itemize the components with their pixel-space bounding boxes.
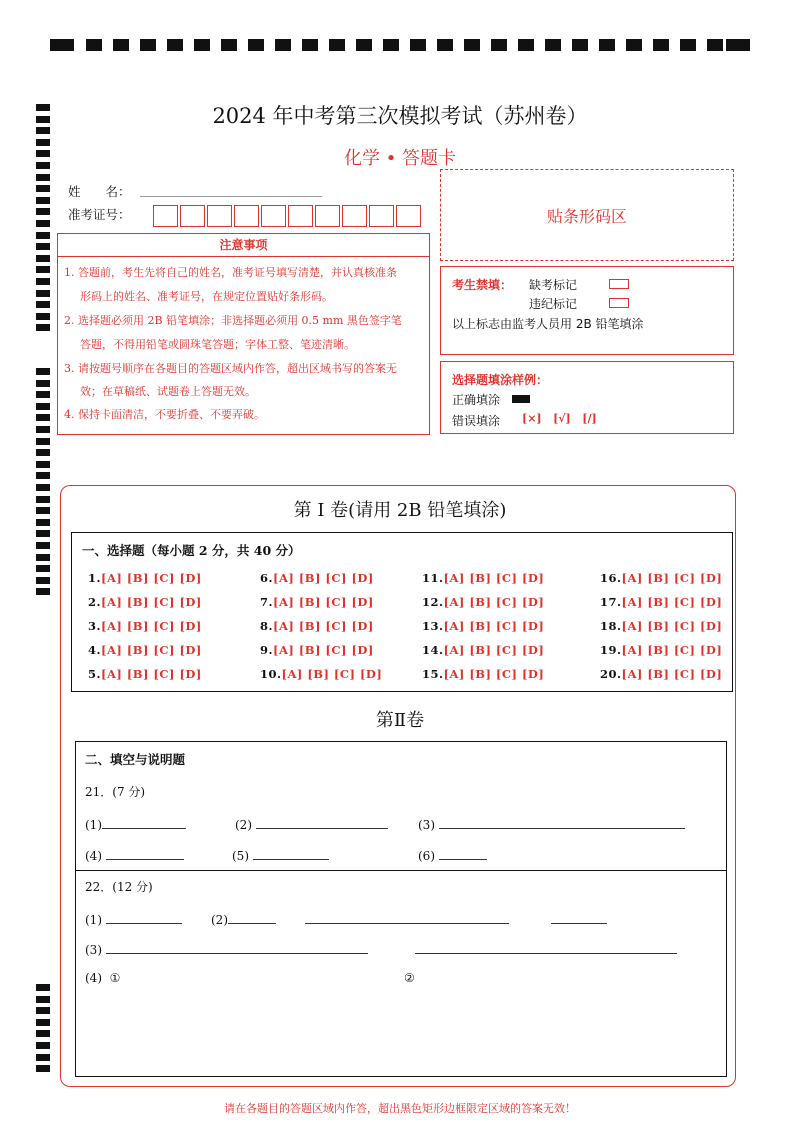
blank-label: (5) [232, 849, 249, 863]
side-mark [36, 426, 50, 433]
mc-question-16[interactable] [600, 571, 722, 585]
forbidden-box [440, 266, 734, 355]
q22-blank-2[interactable] [211, 911, 276, 927]
name-field[interactable] [140, 196, 322, 197]
page-title: 2024 年中考第三次模拟考试（苏州卷） [212, 104, 588, 128]
side-mark [36, 290, 50, 297]
mc-question-number: 3. [88, 619, 102, 633]
q21-blank-5[interactable] [232, 847, 329, 863]
mc-options[interactable]: [A] [B] [C] [D] [101, 595, 202, 609]
mc-question-1[interactable] [88, 571, 202, 585]
mc-options[interactable]: [A] [B] [C] [D] [621, 643, 723, 657]
notice-line: 形码上的姓名、准考证号，在规定位置贴好条形码。 [80, 290, 333, 303]
mc-options[interactable]: [A] [B] [C] [D] [621, 619, 723, 633]
side-mark [36, 484, 50, 491]
mc-options[interactable]: [A] [B] [C] [D] [621, 571, 723, 585]
side-mark [36, 232, 50, 239]
mc-question-number: 14. [422, 643, 444, 657]
mc-question-18[interactable] [600, 619, 722, 633]
mc-options[interactable]: [A] [B] [C] [D] [443, 667, 545, 681]
violation-mark-box[interactable] [609, 298, 629, 308]
correct-fill-sample [512, 395, 530, 403]
blank-label: (4) [85, 849, 102, 863]
q21-blank-6[interactable] [418, 847, 487, 863]
card-subtitle: 化学 • 答题卡 [343, 148, 457, 169]
side-mark [36, 324, 50, 331]
side-mark [36, 380, 50, 387]
side-mark [36, 313, 50, 320]
side-mark [36, 301, 50, 308]
notice-title: 注意事项 [219, 238, 268, 252]
notice-line: 3. 请按题号顺序在各题目的答题区域内作答，超出区域书写的答案无 [64, 362, 397, 375]
side-mark [36, 278, 50, 285]
mc-options[interactable]: [A] [B] [C] [D] [101, 667, 202, 681]
sample-title: 选择题填涂样例： [452, 373, 549, 387]
blank-label: (6) [418, 849, 435, 863]
part1-title: 第 I 卷(请用 2B 铅笔填涂) [293, 500, 507, 521]
side-mark [36, 565, 50, 572]
mc-options[interactable]: [A] [B] [C] [D] [443, 571, 545, 585]
side-mark [36, 438, 50, 445]
q22-blank-3[interactable] [85, 941, 368, 957]
forbidden-note: 以上标志由监考人员用 2B 铅笔填涂 [452, 317, 644, 331]
mc-options[interactable]: [A] [B] [C] [D] [273, 571, 374, 585]
q22-blank-4b[interactable] [404, 971, 415, 985]
mc-question-14[interactable] [422, 643, 544, 657]
q22-blank-1[interactable] [85, 911, 182, 927]
blank-label: (3) [418, 818, 435, 832]
notice-line: 效；在草稿纸、试题卷上答题无效。 [80, 385, 256, 398]
side-mark [36, 255, 50, 262]
mc-options[interactable]: [A] [B] [C] [D] [443, 595, 545, 609]
mc-question-11[interactable] [422, 571, 544, 585]
mc-question-13[interactable] [422, 619, 544, 633]
notice-line: 2. 选择题必须用 2B 铅笔填涂；非选择题必须用 0.5 mm 黑色签字笔 [64, 314, 402, 327]
mc-question-number: 16. [600, 571, 622, 585]
mc-question-19[interactable] [600, 643, 722, 657]
mc-question-number: 5. [88, 667, 102, 681]
mc-options[interactable]: [A] [B] [C] [D] [621, 667, 723, 681]
blank-label: (1) [85, 818, 102, 832]
mc-question-number: 13. [422, 619, 444, 633]
mc-question-3[interactable] [88, 619, 202, 633]
side-mark [36, 461, 50, 468]
q21-blank-1[interactable] [85, 816, 186, 832]
notice-title-bar [57, 233, 430, 257]
part2-title: 第Ⅱ卷 [375, 710, 425, 731]
mc-options[interactable]: [A] [B] [C] [D] [273, 595, 374, 609]
side-mark [36, 414, 50, 421]
mc-question-number: 12. [422, 595, 444, 609]
blank-label: (2) [211, 913, 228, 927]
side-mark [36, 554, 50, 561]
side-mark [36, 1054, 50, 1061]
side-mark [36, 243, 50, 250]
mc-section-title: 一、选择题（每小题 2 分，共 40 分） [82, 543, 301, 558]
q22-label: 22．(12 分) [85, 880, 153, 894]
side-mark [36, 588, 50, 595]
mc-question-number: 11. [422, 571, 444, 585]
circle-2: ② [404, 971, 415, 985]
q-divider [75, 870, 727, 871]
mc-question-number: 2. [88, 595, 102, 609]
mc-question-number: 15. [422, 667, 444, 681]
side-mark [36, 577, 50, 584]
side-mark [36, 472, 50, 479]
name-label: 姓 名： [68, 184, 131, 199]
side-mark [36, 1042, 50, 1049]
fill-section [75, 741, 727, 1077]
side-mark [36, 449, 50, 456]
mc-question-number: 4. [88, 643, 102, 657]
side-mark [36, 403, 50, 410]
wrong-fill-samples: [×] [√] [/] [522, 412, 597, 425]
barcode-area [440, 169, 734, 261]
side-mark [36, 530, 50, 537]
q21-label: 21．(7 分) [85, 785, 146, 799]
mc-options[interactable]: [A] [B] [C] [D] [443, 619, 545, 633]
mc-question-number: 10. [260, 667, 282, 681]
mc-question-7[interactable] [260, 595, 374, 609]
mc-question-9[interactable] [260, 643, 374, 657]
correct-fill-label: 正确填涂 [452, 393, 501, 407]
notice-line: 答题，不得用铅笔或圆珠笔答题；字体工整、笔迹清晰。 [80, 338, 355, 351]
side-mark [36, 266, 50, 273]
mc-question-number: 18. [600, 619, 622, 633]
mc-options[interactable]: [A] [B] [C] [D] [101, 619, 202, 633]
mc-question-10[interactable] [260, 667, 382, 681]
q21-blank-4[interactable] [85, 847, 184, 863]
mc-options[interactable]: [A] [B] [C] [D] [281, 667, 383, 681]
mc-question-number: 9. [260, 643, 274, 657]
forbidden-label: 考生禁填： [452, 278, 513, 292]
absent-mark-box[interactable] [609, 279, 629, 289]
mc-question-number: 20. [600, 667, 622, 681]
mc-question-number: 1. [88, 571, 102, 585]
side-mark [36, 984, 50, 991]
sample-box [440, 361, 734, 434]
mc-options[interactable]: [A] [B] [C] [D] [621, 595, 723, 609]
side-mark [36, 185, 50, 192]
side-mark [36, 1019, 50, 1026]
side-mark [36, 1030, 50, 1037]
wrong-fill-label: 错误填涂 [452, 414, 501, 428]
blank-label: (4) [85, 971, 102, 985]
side-mark [36, 1065, 50, 1072]
mc-question-number: 8. [260, 619, 274, 633]
side-mark [36, 996, 50, 1003]
q22-blank-3b[interactable] [415, 941, 677, 957]
absent-mark-label: 缺考标记 [529, 278, 578, 292]
mc-options[interactable]: [A] [B] [C] [D] [101, 571, 202, 585]
side-mark [36, 542, 50, 549]
mc-question-6[interactable] [260, 571, 374, 585]
notice-line: 1. 答题前，考生先将自己的姓名，准考证号填写清楚，并认真核准条 [64, 266, 397, 279]
mc-question-5[interactable] [88, 667, 202, 681]
mc-options[interactable]: [A] [B] [C] [D] [101, 643, 202, 657]
mc-question-20[interactable] [600, 667, 722, 681]
mc-question-number: 7. [260, 595, 274, 609]
id-label: 准考证号： [68, 207, 131, 222]
blank-label: (1) [85, 913, 102, 927]
mc-question-15[interactable] [422, 667, 544, 681]
mc-question-number: 19. [600, 643, 622, 657]
fill-section-title: 二、填空与说明题 [85, 752, 186, 767]
side-mark [36, 197, 50, 204]
q22-blank-2c[interactable] [551, 911, 607, 927]
side-mark [36, 220, 50, 227]
side-mark [36, 391, 50, 398]
blank-label: (2) [235, 818, 252, 832]
mc-question-number: 17. [600, 595, 622, 609]
mc-question-number: 6. [260, 571, 274, 585]
q21-blank-3[interactable] [418, 816, 685, 832]
mc-question-12[interactable] [422, 595, 544, 609]
mc-question-17[interactable] [600, 595, 722, 609]
mc-options[interactable]: [A] [B] [C] [D] [273, 619, 374, 633]
mc-question-2[interactable] [88, 595, 202, 609]
footer-warning: 请在各题目的答题区域内作答，超出黑色矩形边框限定区域的答案无效！ [224, 1102, 576, 1115]
mc-options[interactable]: [A] [B] [C] [D] [443, 643, 545, 657]
notice-line: 4. 保持卡面清洁，不要折叠、不要弄破。 [64, 408, 265, 421]
q22-blank-4[interactable] [85, 971, 120, 985]
blank-label: (3) [85, 943, 102, 957]
barcode-label: 贴条形码区 [546, 207, 627, 226]
side-mark [36, 1007, 50, 1014]
circle-1: ① [109, 971, 121, 985]
side-mark [36, 174, 50, 181]
mc-options[interactable]: [A] [B] [C] [D] [273, 643, 374, 657]
q21-blank-2[interactable] [235, 816, 388, 832]
q22-blank-2b[interactable] [305, 911, 509, 927]
mc-question-4[interactable] [88, 643, 202, 657]
side-mark [36, 368, 50, 375]
violation-mark-label: 违纪标记 [529, 297, 578, 311]
mc-question-8[interactable] [260, 619, 374, 633]
side-mark [36, 208, 50, 215]
